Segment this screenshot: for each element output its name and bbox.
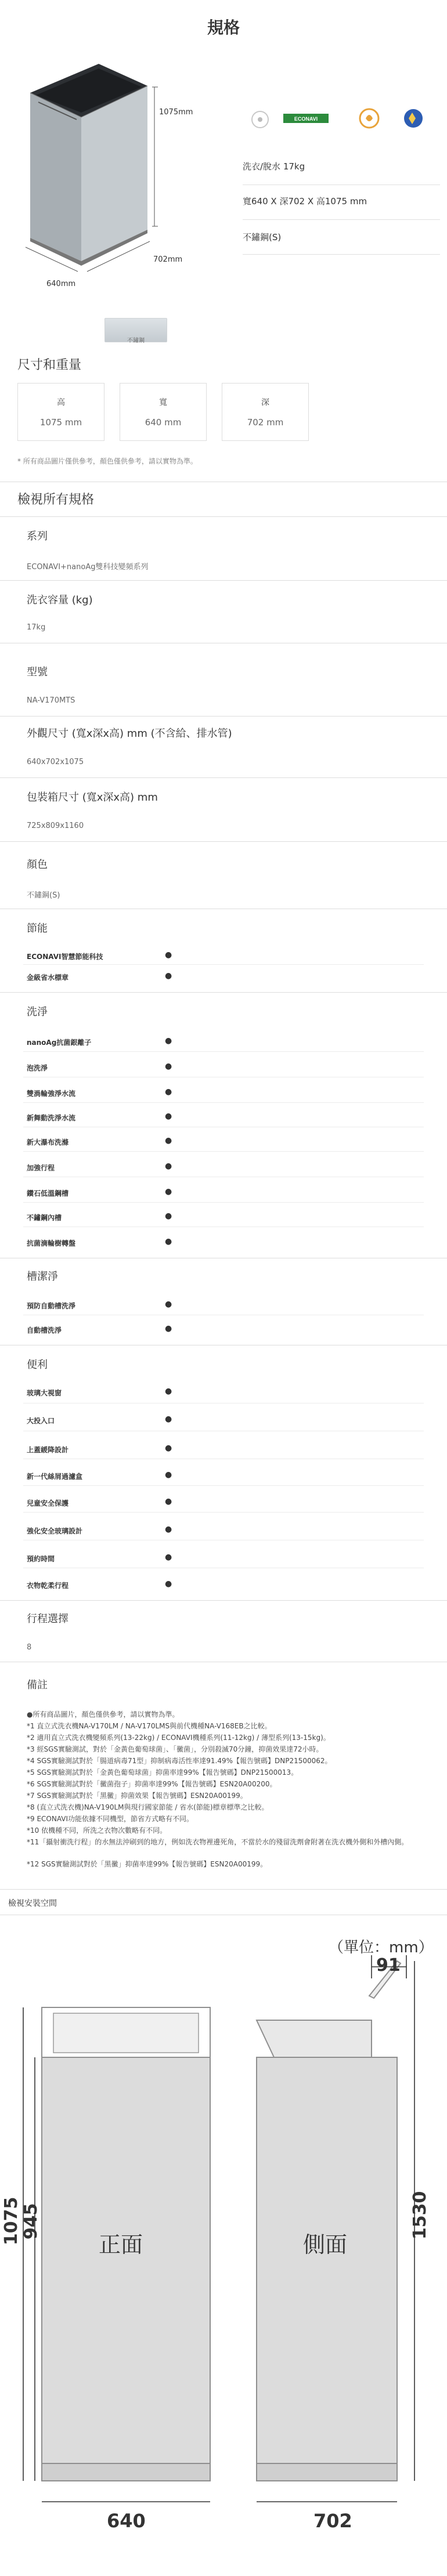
group-heading-series: 系列 — [27, 530, 48, 542]
note-line: *8 (直立式洗衣機)NA-V190LM與現行國家節能 / 省水(節能)標章標準之比較。 — [27, 1803, 269, 1811]
section-divider — [0, 1889, 447, 1890]
section-divider — [0, 580, 447, 581]
feature-check-dot: ● — [165, 1112, 172, 1121]
feature-label: 新大瀑布洗滌 — [27, 1138, 69, 1146]
feature-check-dot: ● — [165, 1443, 172, 1453]
group-heading-tub-clean: 槽潔淨 — [27, 1271, 58, 1283]
group-heading-color: 顏色 — [27, 859, 48, 871]
section-divider — [0, 716, 447, 717]
group-value-series: ECONAVI+nanoAg雙科技變頻系列 — [27, 563, 149, 571]
spec-divider — [243, 219, 440, 220]
note-line: *4 SGS實驗測試對於「腸道病毒71型」抑制病毒活性率達91.49%【報告號碼】DNP21500062。 — [27, 1757, 332, 1765]
feature-label: 預約時間 — [27, 1555, 55, 1563]
feature-label: 鑽石低溫鋼槽 — [27, 1189, 69, 1197]
feature-check-dot: ● — [165, 1211, 172, 1221]
feature-label: 雙渦輪強淨水流 — [27, 1090, 76, 1098]
feature-divider — [23, 964, 424, 965]
feature-label: 玻璃大視窗 — [27, 1389, 62, 1397]
feature-check-dot: ● — [165, 1036, 172, 1045]
feature-divider — [23, 1485, 424, 1486]
dim-box-width — [120, 383, 207, 441]
feature-label: 衣物乾柔行程 — [27, 1582, 69, 1590]
feature-divider — [23, 1202, 424, 1203]
dim-height-body: 945 — [21, 2203, 41, 2239]
front-view-label: 正面 — [99, 2232, 143, 2257]
group-heading-convenience: 便利 — [27, 1359, 48, 1371]
note-line: *2 適用直立式洗衣機變頻系列(13-22kg) / ECONAVI機種系列(11-12kg) / 薄型系列(13-15kg)。 — [27, 1734, 330, 1742]
feature-check-dot: ● — [165, 1300, 172, 1309]
feature-check-dot: ● — [165, 971, 172, 981]
feature-label: 兒童安全保護 — [27, 1499, 69, 1507]
feature-divider — [23, 1512, 424, 1513]
dim-width: 640 — [107, 2510, 146, 2532]
hero-depth-dim: 702mm — [153, 255, 183, 264]
feature-label: nanoAg抗菌銀離子 — [27, 1039, 92, 1047]
water-efficiency-badge-icon — [360, 109, 378, 128]
dim-side-height: 1530 — [410, 2191, 430, 2239]
dimension-note: * 所有商品圖片僅供參考，顏色僅供參考，請以實物為準。 — [17, 457, 197, 465]
section-divider — [0, 777, 447, 778]
dim-label: 高 — [57, 398, 65, 407]
note-line: *7 SGS實驗測試對於「黑黴」抑菌效果【報告號碼】ESN20A00199。 — [27, 1792, 247, 1800]
group-value-model: NA-V170MTS — [27, 696, 75, 705]
unit-label: （單位：mm） — [329, 1939, 434, 1956]
feature-label: 新一代絲屑過濾盒 — [27, 1472, 83, 1481]
group-heading-model: 型號 — [27, 666, 48, 678]
note-line: *6 SGS實驗測試對於「黴菌孢子」抑菌率達99%【報告號碼】ESN20A00200。 — [27, 1780, 277, 1788]
dim-height-total: 1075 — [1, 2197, 21, 2245]
feature-check-dot: ● — [165, 1387, 172, 1396]
section-divider — [0, 516, 447, 517]
group-heading-wash: 洗淨 — [27, 1006, 48, 1018]
hero-height-dim: 1075mm — [159, 108, 193, 117]
spec-divider — [243, 254, 440, 255]
feature-label: 新舞動洗淨水流 — [27, 1114, 76, 1122]
note-line: *5 SGS實驗測試對於「金黃色葡萄球菌」抑菌率達99%【報告號碼】DNP21500013。 — [27, 1768, 298, 1777]
feature-check-dot: ● — [165, 1237, 172, 1246]
feature-divider — [23, 1051, 424, 1052]
nanoe-badge-icon — [252, 111, 268, 128]
feature-check-dot: ● — [165, 1470, 172, 1479]
note-line: *12 SGS實驗測試對於「黑黴」抑菌率達99%【報告號碼】ESN20A00199。 — [27, 1860, 268, 1868]
washer-product-image — [13, 52, 164, 290]
side-view-drawing — [257, 1961, 401, 2481]
note-line: *10 依機種不同，所洗之衣物次數略有不同。 — [27, 1826, 167, 1835]
feature-label: 自動槽洗淨 — [27, 1326, 62, 1334]
feature-check-dot: ● — [165, 1525, 172, 1534]
svg-text:ECONAVI: ECONAVI — [294, 116, 318, 122]
feature-divider — [23, 1151, 424, 1152]
energy-label-badge-icon — [404, 109, 423, 128]
feature-label: 強化安全玻璃設計 — [27, 1527, 83, 1535]
feature-badges — [243, 93, 440, 151]
group-value-color: 不鏽鋼(S) — [27, 891, 60, 900]
page-title: 規格 — [207, 18, 240, 37]
feature-check-dot: ● — [165, 1553, 172, 1562]
group-value-package-size: 725x809x1160 — [27, 822, 84, 830]
group-value-courses: 8 — [27, 1643, 32, 1652]
note-line: *3 經SGS實驗測試，對於「金黃色葡萄球菌」、「黴菌」，分別殺滅70分鐘，抑菌效果達72小時。 — [27, 1745, 323, 1753]
feature-check-dot: ● — [165, 950, 172, 960]
spec-dimensions: 寬640 X 深702 X 高1075 mm — [243, 196, 367, 207]
feature-label: 金級省水標章 — [27, 974, 69, 982]
note-line: *1 直立式洗衣機NA-V170LM / NA-V170LMS與前代機種NA-V168EB之比較。 — [27, 1722, 272, 1730]
feature-check-dot: ● — [165, 1579, 172, 1589]
feature-label: ECONAVI智慧節能科技 — [27, 953, 103, 961]
install-space-drawing — [0, 1955, 447, 2570]
section-divider — [0, 1600, 447, 1601]
feature-check-dot: ● — [165, 1087, 172, 1097]
note-line: ●所有商品圖片，顏色僅供參考，請以實物為準。 — [27, 1710, 179, 1718]
group-heading-courses: 行程選擇 — [27, 1613, 69, 1625]
group-heading-capacity: 洗衣容量 (kg) — [27, 594, 93, 606]
group-heading-notes: 備註 — [27, 1679, 48, 1691]
section-divider — [0, 992, 447, 993]
feature-label: 上蓋緩降設計 — [27, 1446, 69, 1454]
dim-value: 702 mm — [247, 417, 284, 428]
dimension-section-title: 尺寸和重量 — [17, 358, 82, 372]
econavi-badge-icon — [283, 114, 329, 123]
group-heading-outer-size: 外觀尺寸 (寬x深x高) mm (不含給、排水管) — [27, 728, 232, 740]
dim-box-depth — [222, 383, 309, 441]
feature-check-dot: ● — [165, 1162, 172, 1171]
dim-box-height — [17, 383, 104, 441]
feature-label: 大投入口 — [27, 1417, 55, 1425]
feature-check-dot: ● — [165, 1062, 172, 1071]
feature-label: 不鏽鋼內槽 — [27, 1214, 62, 1222]
dim-top-gap: 91 — [376, 1955, 401, 1976]
feature-label: 泡洗淨 — [27, 1064, 48, 1072]
swatch-caption: 不鏽鋼 — [127, 338, 145, 344]
spec-divider — [243, 184, 440, 185]
dim-depth: 702 — [313, 2510, 352, 2532]
all-specs-title[interactable]: 檢視所有規格 — [17, 493, 95, 507]
dim-value: 640 mm — [145, 417, 182, 428]
note-line: *9 ECONAVI功能依據不同機型，節省方式略有不同。 — [27, 1815, 194, 1823]
side-view-label: 側面 — [303, 2232, 348, 2257]
feature-check-dot: ● — [165, 1187, 172, 1196]
dim-label: 深 — [261, 398, 269, 407]
note-line: *11「攝射衝洗行程」的水無法沖刷到的地方，例如洗衣物裡邊死角，不當於水的殘留洗劑會附著在洗衣機外側和外槽內側。 — [27, 1838, 409, 1846]
install-space-title[interactable]: 檢視安裝空間 — [8, 1899, 57, 1908]
dim-value: 1075 mm — [39, 417, 82, 428]
group-value-outer-size: 640x702x1075 — [27, 758, 84, 766]
feature-label: 預防自動槽洗淨 — [27, 1302, 76, 1310]
feature-check-dot: ● — [165, 1324, 172, 1333]
feature-check-dot: ● — [165, 1414, 172, 1424]
spec-color: 不鏽鋼(S) — [243, 232, 282, 243]
hero-width-dim: 640mm — [46, 280, 76, 288]
group-heading-energy: 節能 — [27, 922, 48, 935]
feature-divider — [23, 1102, 424, 1103]
spec-capacity: 洗衣/脫水 17kg — [243, 161, 305, 172]
group-heading-package-size: 包裝箱尺寸 (寬x深x高) mm — [27, 791, 158, 804]
section-divider — [0, 841, 447, 842]
feature-label: 抗菌滴輪樹轉盤 — [27, 1239, 76, 1247]
feature-check-dot: ● — [165, 1136, 172, 1145]
feature-check-dot: ● — [165, 1497, 172, 1506]
group-value-capacity: 17kg — [27, 623, 46, 632]
dim-label: 寬 — [159, 398, 167, 407]
feature-label: 加強行程 — [27, 1164, 55, 1172]
